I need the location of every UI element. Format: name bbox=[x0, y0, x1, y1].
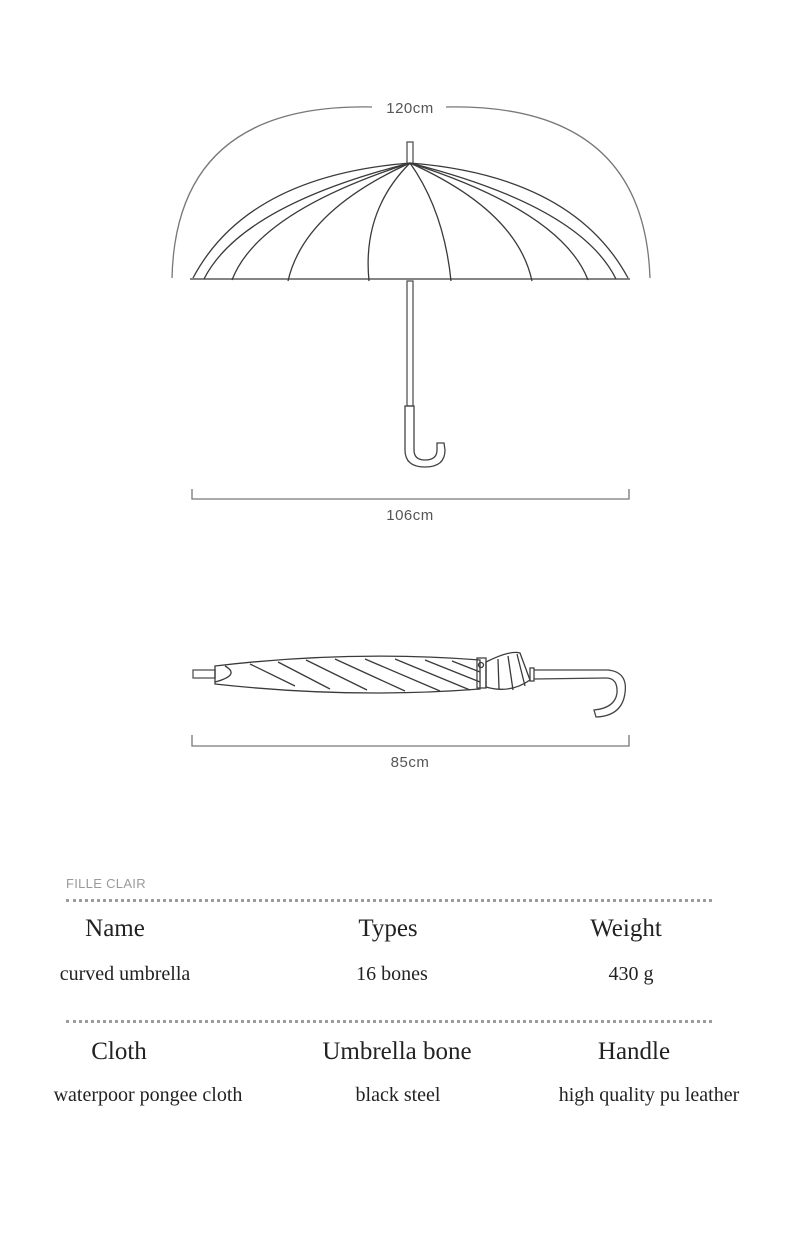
open-arc-label: 120cm bbox=[386, 100, 434, 117]
spec-value-weight: 430 g bbox=[608, 963, 654, 985]
umbrella-handle bbox=[405, 406, 445, 467]
divider-top bbox=[66, 899, 712, 902]
brand-label: FILLE CLAIR bbox=[66, 876, 146, 891]
spec-value-cloth: waterpoor pongee cloth bbox=[53, 1084, 243, 1106]
closed-umbrella bbox=[193, 652, 625, 717]
spec-label-umbrella-bone: Umbrella bone bbox=[322, 1038, 472, 1065]
spec-label-types: Types bbox=[358, 915, 418, 942]
divider-middle bbox=[66, 1020, 712, 1023]
umbrella-tip bbox=[407, 142, 413, 164]
umbrella-shaft bbox=[407, 281, 413, 406]
arc-dimension-line-right bbox=[446, 107, 650, 278]
spec-label-weight: Weight bbox=[590, 915, 662, 942]
open-width-label: 106cm bbox=[386, 507, 434, 524]
spec-label-cloth: Cloth bbox=[91, 1038, 147, 1065]
spec-label-name: Name bbox=[85, 915, 145, 942]
spec-value-umbrella-bone: black steel bbox=[355, 1084, 441, 1106]
umbrella-canopy bbox=[190, 163, 630, 281]
spec-value-handle: high quality pu leather bbox=[558, 1084, 740, 1106]
closed-length-label: 85cm bbox=[390, 754, 430, 771]
open-width-dimension-line bbox=[192, 489, 629, 499]
closed-length-dimension-line bbox=[192, 735, 629, 746]
spec-value-types: 16 bones bbox=[356, 963, 428, 985]
spec-label-handle: Handle bbox=[597, 1038, 671, 1065]
spec-value-name: curved umbrella bbox=[59, 963, 191, 985]
arc-dimension-line bbox=[172, 107, 372, 278]
